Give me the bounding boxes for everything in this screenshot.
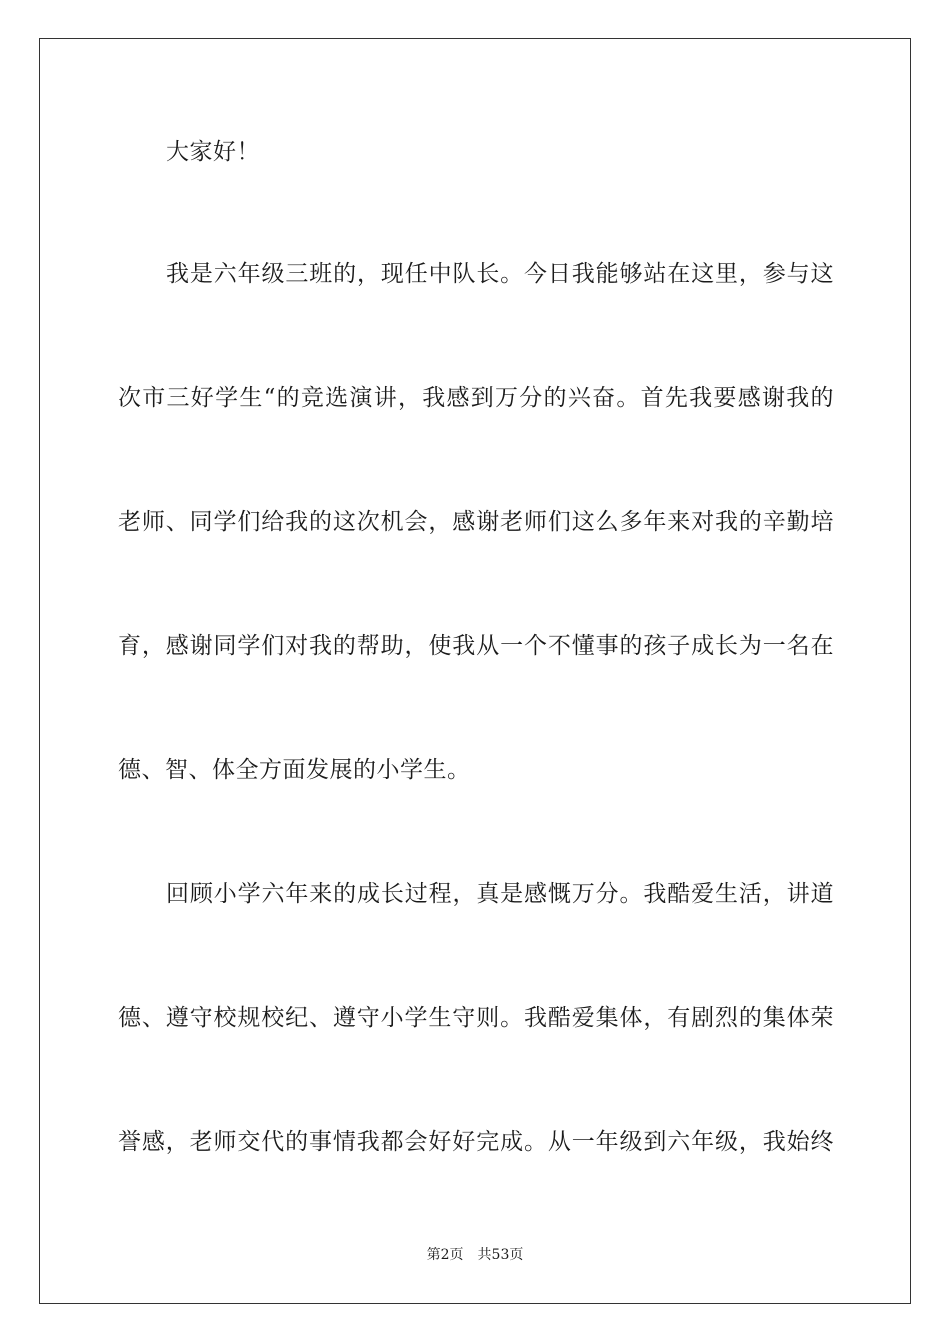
paragraph-line: 誉感，老师交代的事情我都会好好完成。从一年级到六年级，我始终 — [118, 1129, 834, 1155]
paragraph-line: 次市三好学生“的竞选演讲，我感到万分的兴奋。首先我要感谢我的 — [118, 385, 834, 411]
page-footer — [0, 1245, 950, 1265]
page-number: 第2页 — [426, 1247, 464, 1263]
paragraph-line: 我是六年级三班的，现任中队长。今日我能够站在这里，参与这 — [166, 261, 834, 287]
page-border — [39, 38, 911, 1304]
paragraph-line: 德、智、体全方面发展的小学生。 — [118, 757, 471, 783]
paragraph-line: 育，感谢同学们对我的帮助，使我从一个不懂事的孩子成长为一名在 — [118, 633, 834, 659]
paragraph-line: 回顾小学六年来的成长过程，真是感慨万分。我酷爱生活，讲道 — [166, 881, 834, 907]
greeting-line: 大家好！ — [166, 139, 260, 165]
page-total: 共53页 — [477, 1247, 524, 1263]
paragraph-line: 德、遵守校规校纪、遵守小学生守则。我酷爱集体，有剧烈的集体荣 — [118, 1005, 834, 1031]
paragraph-line: 老师、同学们给我的这次机会，感谢老师们这么多年来对我的辛勤培 — [118, 509, 834, 535]
